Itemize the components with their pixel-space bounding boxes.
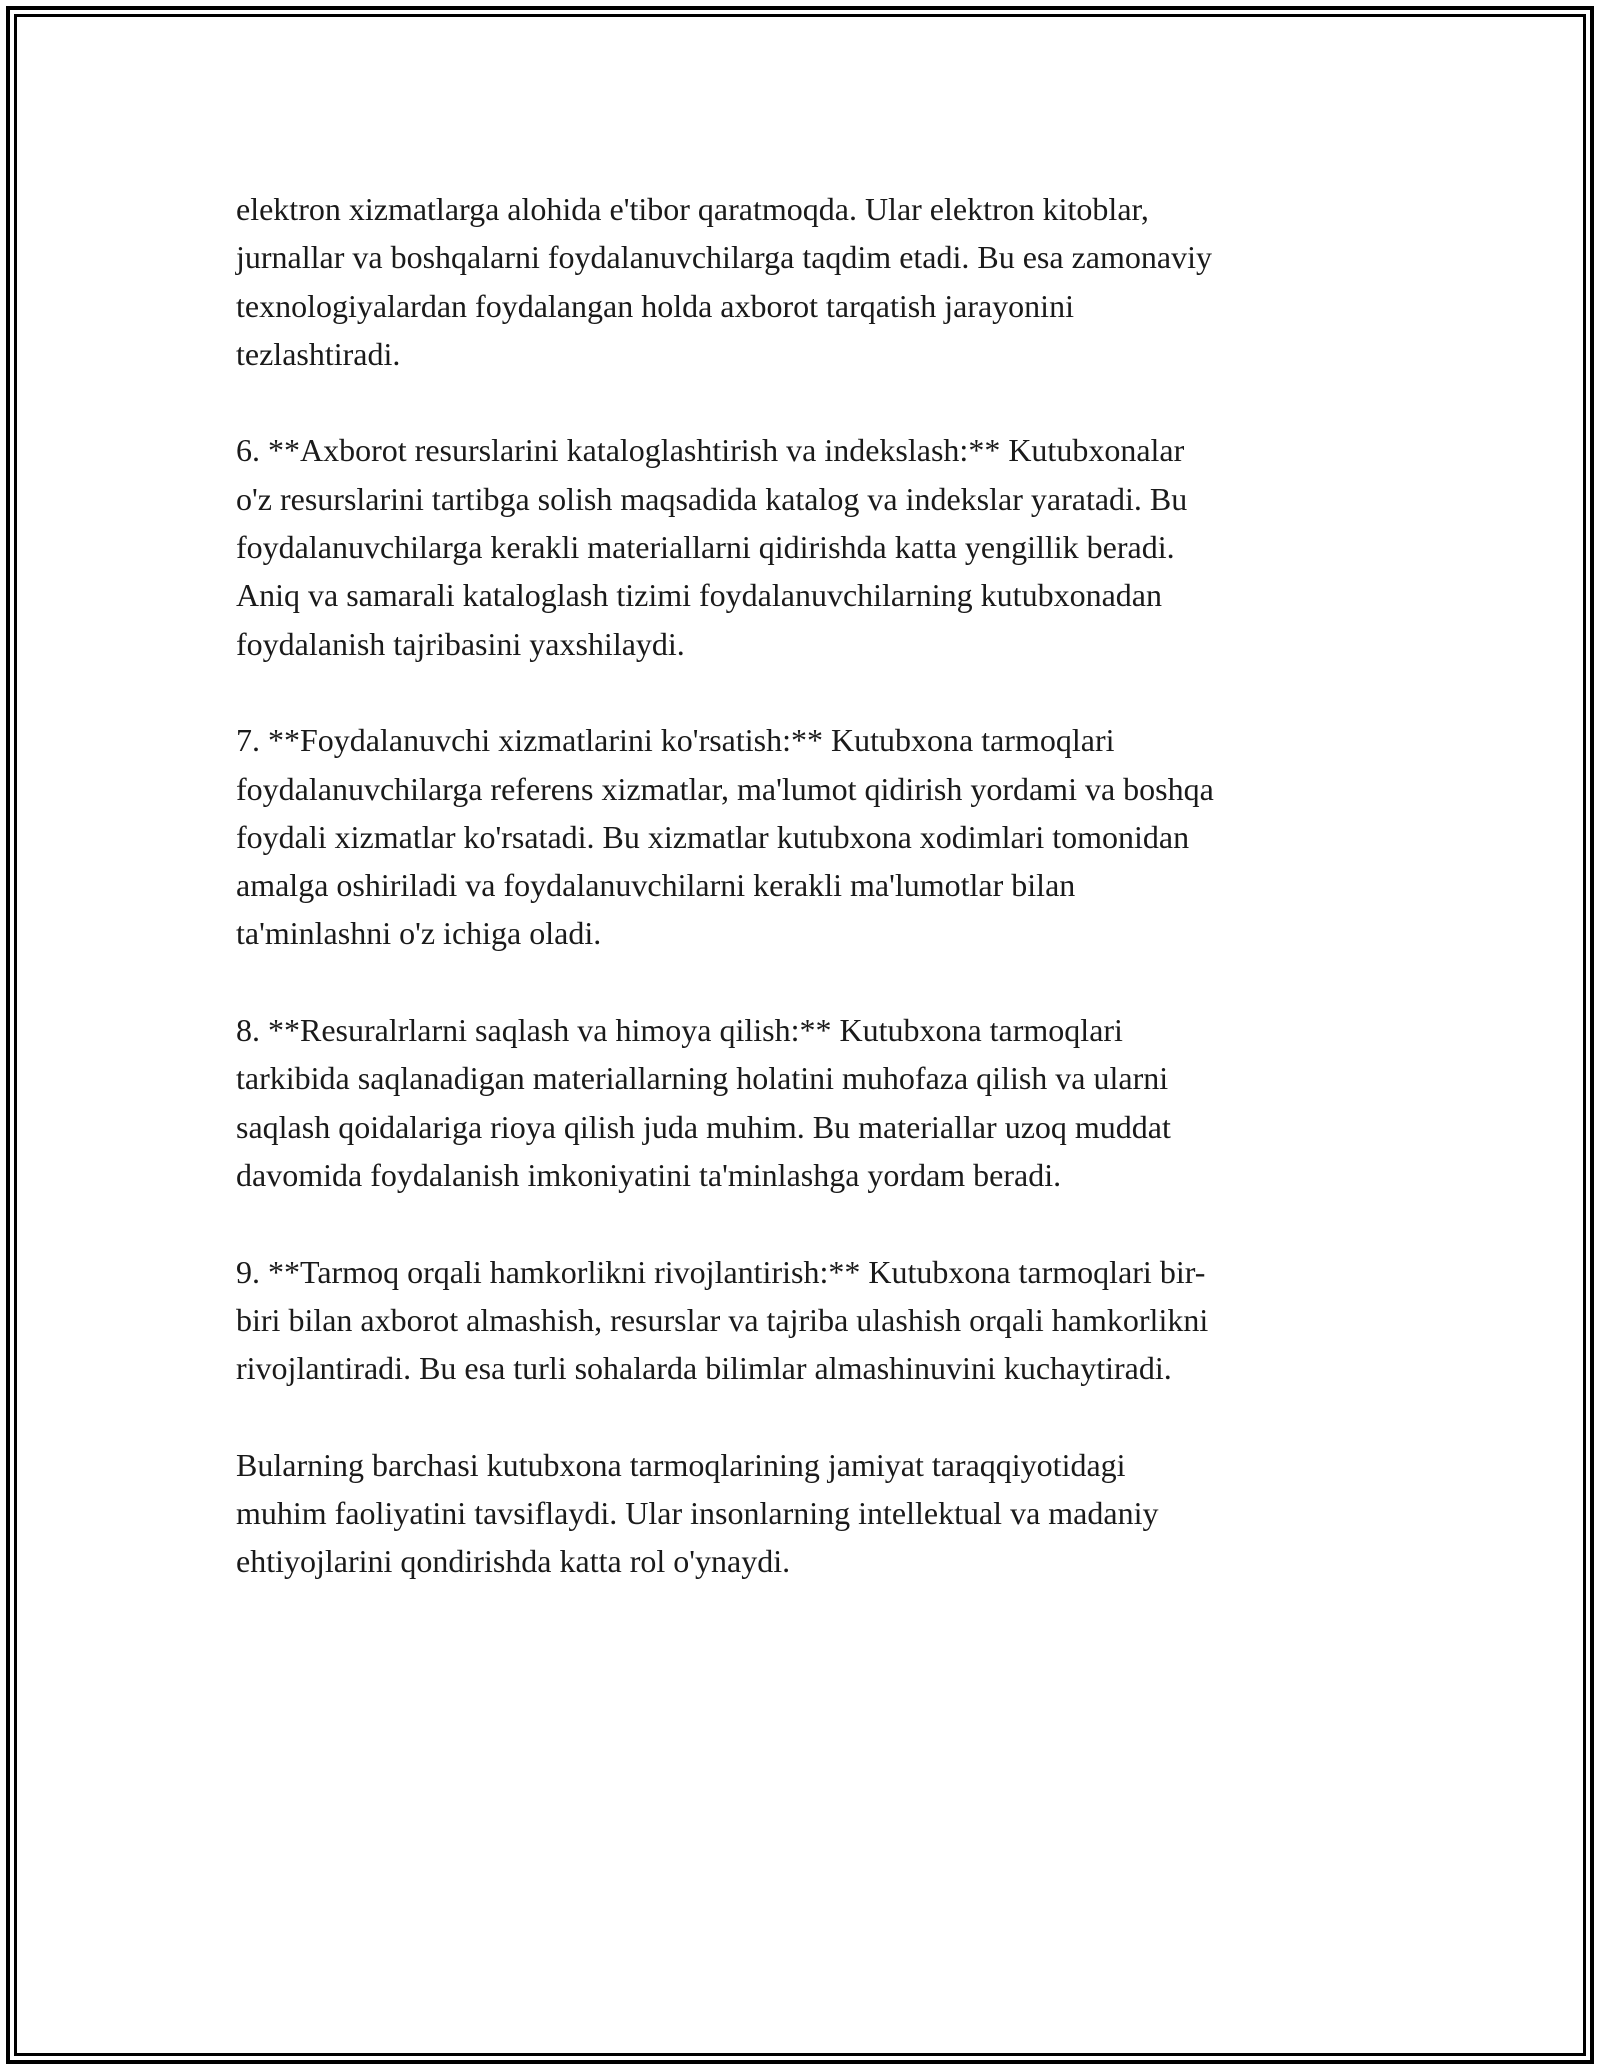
document-body [236,185,1376,1634]
paragraph-item-9-cooperation: 9. **Tarmoq orqali hamkorlikni rivojlantirish:** Kutubxona tarmoqlari bir- biri bilan axborot almashish, resurslar va tajriba ulashish orqali hamkorlikni rivojlantiradi. Bu esa turli sohalarda bilimlar almashinuvini kuchaytiradi. [236,1253,1209,1387]
paragraph-item-7-user-services: 7. **Foydalanuvchi xizmatlarini ko'rsatish:** Kutubxona tarmoqlari foydalanuvchilarga referens xizmatlar, ma'lumot qidirish yordami va boshqa foydali xizmatlar ko'rsatadi. Bu xizmatlar kutubxona xodimlari tomonidan amalga oshiriladi va foydalanuvchilarni kerakli ma'lumotlar bilan ta'minlashni o'z ichiga oladi. [236,722,1214,952]
paragraph-conclusion: Bularning barchasi kutubxona tarmoqlarining jamiyat taraqqiyotidagi muhim faoliyatini tavsiflaydi. Ular insonlarning intellektual va madaniy ehtiyojlarini qondirishda katta rol o'ynaydi. [236,1446,1159,1580]
paragraph-electronic-services: elektron xizmatlarga alohida e'tibor qaratmoqda. Ular elektron kitoblar, jurnallar va boshqalarni foydalanuvchilarga taqdim etadi. Bu esa zamonaviy texnologiyalardan foydalangan holda axborot tarqatish jarayonini tezlashtiradi. [236,191,1212,372]
paragraph-item-6-cataloguing: 6. **Axborot resurslarini kataloglashtirish va indekslash:** Kutubxonalar o'z resurslarini tartibga solish maqsadida katalog va indekslar yaratadi. Bu foydalanuvchilarga kerakli materiallarni qidirishda katta yengillik beradi. Aniq va samarali kataloglash tizimi foydalanuvchilarning kutubxonadan foydalanish tajribasini yaxshilaydi. [236,432,1188,662]
paragraph-item-8-preservation: 8. **Resuralrlarni saqlash va himoya qilish:** Kutubxona tarmoqlari tarkibida saqlanadigan materiallarning holatini muhofaza qilish va ularni saqlash qoidalariga rioya qilish juda muhim. Bu materiallar uzoq muddat davomida foydalanish imkoniyatini ta'minlashga yordam beradi. [236,1012,1171,1193]
